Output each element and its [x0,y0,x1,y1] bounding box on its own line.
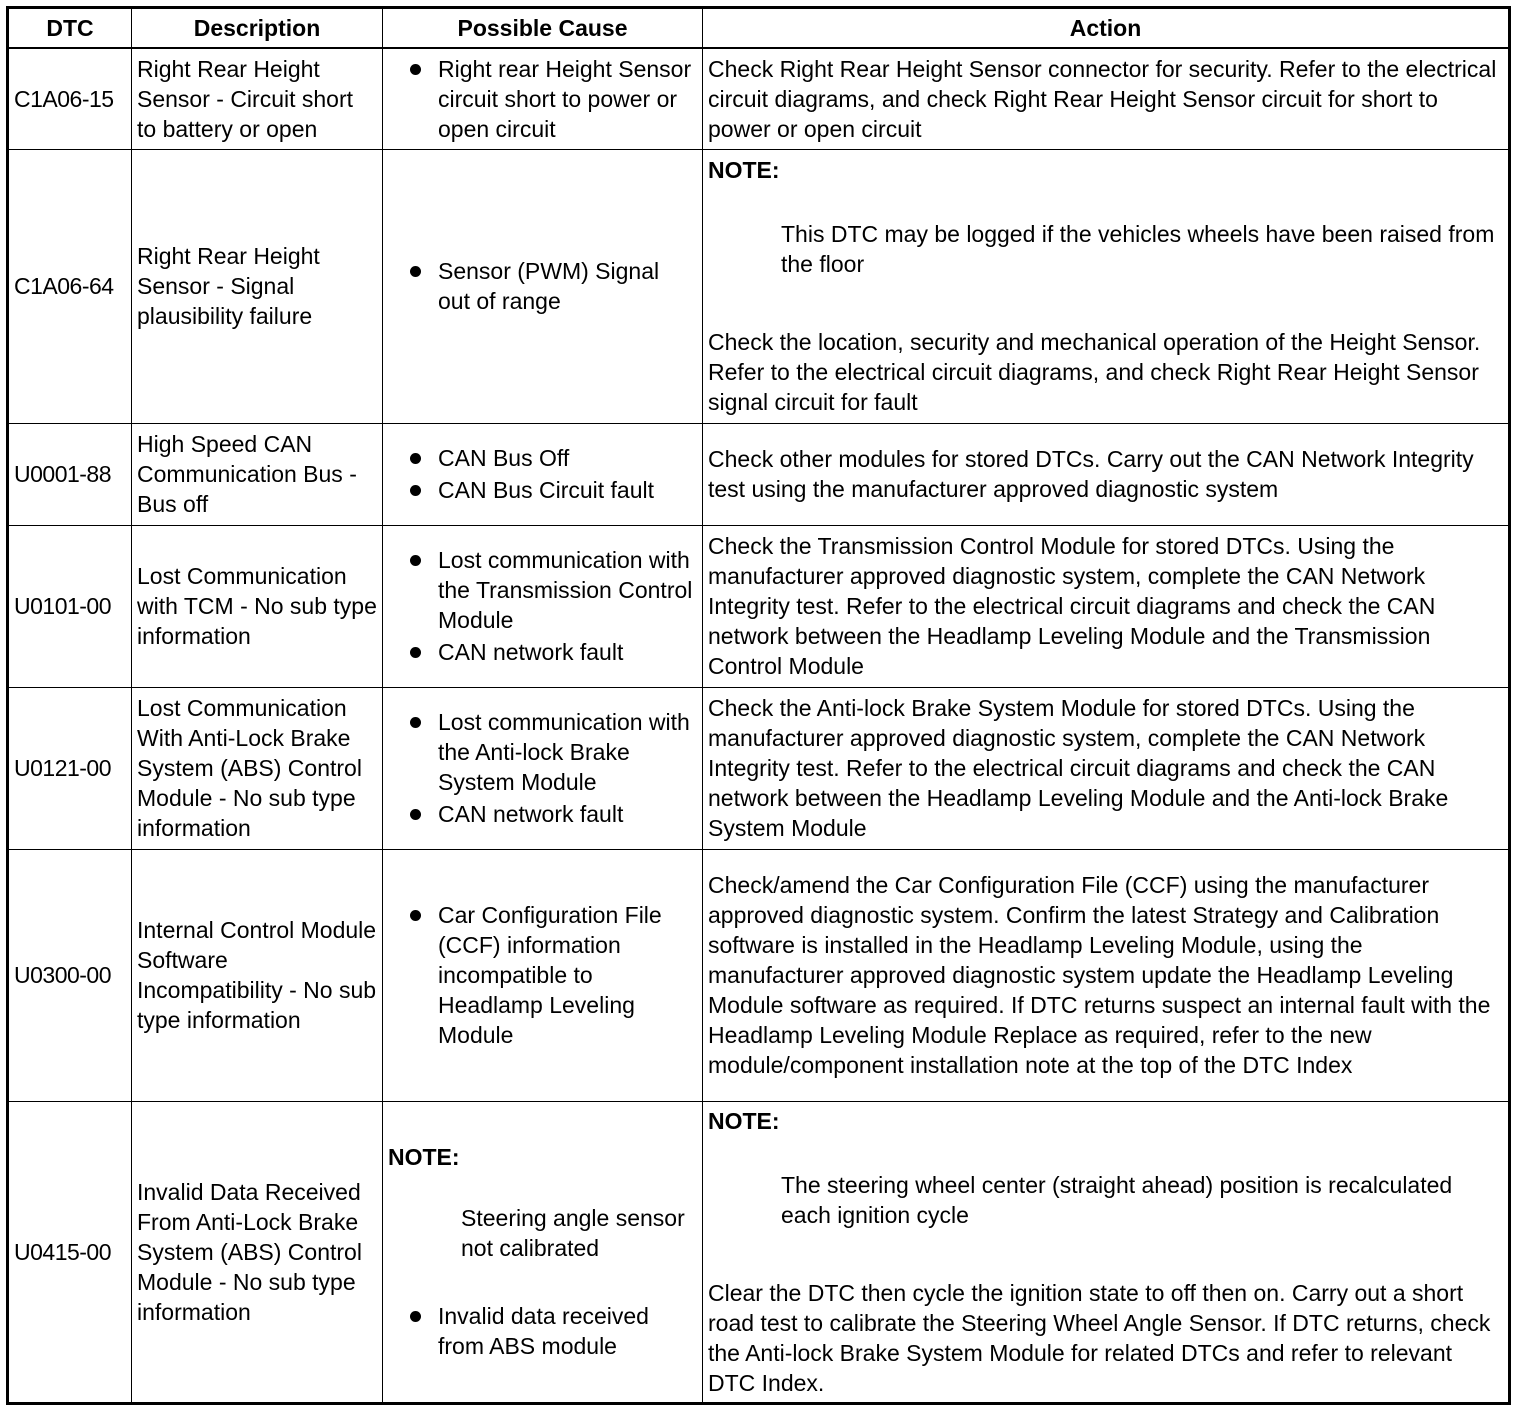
dtc-description: Invalid Data Received From Anti-Lock Brake System (ABS) Control Module - No sub type information [132,1101,383,1403]
note-label: NOTE: [708,157,780,183]
possible-cause [383,849,703,1101]
cause-text: CAN Bus Off [438,445,570,471]
note-label: NOTE: [388,1144,460,1170]
bullet-icon [410,64,421,75]
action-text: Check other modules for stored DTCs. Carry out the CAN Network Integrity test using the manufacturer approved diagnostic system [703,423,1510,525]
cause-item [388,443,697,473]
action-text: Check the Anti-lock Brake System Module for stored DTCs. Using the manufacturer approved diagnostic system, complete the CAN Network Integrity test. Refer to the electrical circuit diagrams and check the CAN network between the Headlamp Leveling Module and the Anti-lock Brake System Module [703,687,1510,849]
bullet-icon [410,485,421,496]
action-text: Check Right Rear Height Sensor connector for security. Refer to the electrical circuit diagrams, and check Right Rear Height Sensor circuit for short to power or open circuit [703,48,1510,149]
dtc-code: C1A06-15 [8,48,132,149]
note-text: Steering angle sensor not calibrated [461,1205,685,1261]
cause-text: Right rear Height Sensor circuit short to power or open circuit [438,55,692,142]
action-text: Clear the DTC then cycle the ignition state to off then on. Carry out a short road test to calibrate the Steering Wheel Angle Sensor. If DTC returns, check the Anti-lock Brake System Module for related DTCs and refer to relevant DTC Index. [708,1279,1491,1396]
cause-text: Lost communication with the Anti-lock Brake System Module [438,709,690,795]
dtc-description: High Speed CAN Communication Bus - Bus off [132,423,383,525]
possible-cause [383,48,703,149]
cause-item [388,54,697,144]
cause-text: CAN Bus Circuit fault [438,477,655,503]
cause-text: CAN network fault [438,801,624,827]
dtc-description: Internal Control Module Software Incompatibility - No sub type information [132,849,383,1101]
bullet-icon [410,910,421,921]
action-text: Check/amend the Car Configuration File (CCF) using the manufacturer approved diagnostic system. Confirm the latest Strategy and Calibration software is installed in the Headlamp Leveling Module, using the manufacturer approved diagnostic system update the Headlamp Leveling Module software as required. If DTC returns suspect an internal fault with the Headlamp Leveling Module Replace as required, refer to the new module/component installation note at the top of the DTC Index [703,849,1510,1101]
possible-cause [383,1101,703,1403]
dtc-description: Right Rear Height Sensor - Signal plausibility failure [132,149,383,423]
header-action: Action [703,8,1510,49]
dtc-code: U0300-00 [8,849,132,1101]
table-row [8,423,1510,525]
dtc-code: U0415-00 [8,1101,132,1403]
header-description: Description [132,8,383,49]
note-text: This DTC may be logged if the vehicles wheels have been raised from the floor [781,221,1495,277]
table-row [8,48,1510,149]
cause-text: Car Configuration File (CCF) information incompatible to Headlamp Leveling Module [438,902,662,1048]
dtc-code: U0101-00 [8,525,132,687]
possible-cause [383,687,703,849]
cause-item [388,637,697,667]
dtc-code: U0121-00 [8,687,132,849]
cause-item [388,900,697,1050]
dtc-document [6,6,1511,1405]
cause-text: Lost communication with the Transmission Control Module [438,547,693,633]
header-dtc: DTC [8,8,132,49]
note-text: The steering wheel center (straight ahead) position is recalculated each ignition cycle [781,1171,1453,1228]
note-label: NOTE: [708,1107,780,1134]
possible-cause [383,423,703,525]
table-row [8,849,1510,1101]
possible-cause [383,149,703,423]
action-cell [703,149,1510,423]
cause-text: Invalid data received from ABS module [438,1303,649,1359]
dtc-description: Lost Communication with TCM - No sub type information [132,525,383,687]
cause-item [388,545,697,635]
action-text: Check the Transmission Control Module for stored DTCs. Using the manufacturer approved diagnostic system, complete the CAN Network Integrity test. Refer to the electrical circuit diagrams and check the CAN network between the Headlamp Leveling Module and the Transmission Control Module [703,525,1510,687]
cause-text: CAN network fault [438,639,624,665]
cause-item [388,475,697,505]
cause-text: Sensor (PWM) Signal out of range [438,258,660,314]
cause-item [388,707,697,797]
table-row [8,149,1510,423]
action-text: Check the location, security and mechanical operation of the Height Sensor. Refer to the electrical circuit diagrams, and check Right Rear Height Sensor signal circuit for fault [708,329,1481,415]
dtc-description: Lost Communication With Anti-Lock Brake System (ABS) Control Module - No sub type information [132,687,383,849]
table-row [8,1101,1510,1403]
dtc-code: U0001-88 [8,423,132,525]
bullet-icon [410,1311,421,1322]
bullet-icon [410,266,421,277]
dtc-table [6,6,1511,1405]
dtc-code: C1A06-64 [8,149,132,423]
bullet-icon [410,647,421,658]
bullet-icon [410,809,421,820]
cause-item [388,1301,697,1361]
table-row [8,687,1510,849]
dtc-description: Right Rear Height Sensor - Circuit short to battery or open [132,48,383,149]
header-row [8,8,1510,49]
cause-item [388,256,697,316]
bullet-icon [410,555,421,566]
cause-item [388,799,697,829]
header-possible-cause: Possible Cause [383,8,703,49]
bullet-icon [410,717,421,728]
possible-cause [383,525,703,687]
table-row [8,525,1510,687]
bullet-icon [410,453,421,464]
action-cell [703,1101,1510,1403]
